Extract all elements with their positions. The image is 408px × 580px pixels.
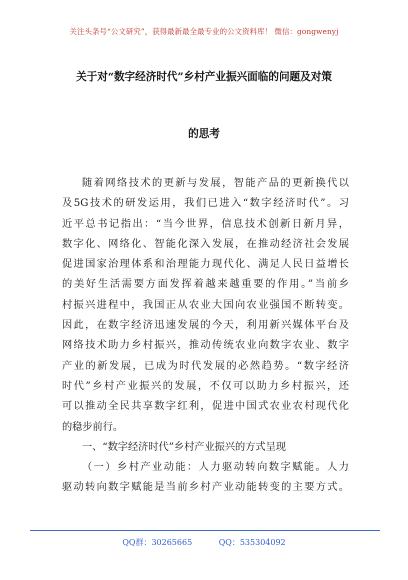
section-heading-1: 一、“数字经济时代”乡村产业振兴的方式呈现 (82, 441, 286, 453)
paragraph-1-line: 村振兴进程中，我国正从农业大国向农业强国不断转变。 (62, 299, 349, 311)
paragraph-2-line: 驱动转向数字赋能是当前乡村产业动能转变的主要方式。 (62, 482, 349, 494)
header-banner: 关注头条号“公文研究”，获得最新最全最专业的公文资料库！ 微信：gongwenyj (69, 27, 339, 36)
document-body (62, 174, 349, 499)
footer-divider (30, 530, 380, 531)
paragraph-2-line: （一）乡村产业动能：人力驱动转向数字赋能。人力 (82, 462, 349, 474)
footer-qq: QQ：535304092 (218, 538, 286, 547)
paragraph-1-line: 可以推动全民共享数字红利，促进中国式农业农村现代化 (62, 401, 349, 413)
paragraph-1-line: 产业的新发展，已成为时代发展的必然趋势。“数字经济 (62, 360, 349, 372)
paragraph-1-line: 促进国家治理体系和治理能力现代化、满足人民日益增长 (62, 259, 349, 271)
paragraph-1-line: 因此，在数字经济迅速发展的今天，利用新兴媒体平台及 (62, 320, 349, 332)
paragraph-1-line: 随着网络技术的更新与发展，智能产品的更新换代以 (82, 178, 349, 189)
document-title-line-2: 的思考 (188, 128, 220, 140)
paragraph-1-line: 时代”乡村产业振兴的发展，不仅可以助力乡村振兴，还 (62, 380, 349, 392)
paragraph-1-line: 近平总书记指出：“当今世界，信息技术创新日新月异， (62, 218, 349, 230)
footer-qq-group: QQ群：30265665 (122, 538, 193, 547)
paragraph-1-line: 的稳步前行。 (62, 421, 124, 433)
paragraph-1-line: 的美好生活需要方面发挥着越来越重要的作用。”当前乡 (62, 279, 349, 291)
document-title-line-1: 关于对“数字经济时代”乡村产业振兴面临的问题及对策 (76, 71, 332, 83)
paragraph-1-line: 数字化、网络化、智能化深入发展，在推动经济社会发展 (62, 238, 349, 250)
paragraph-1-line: 及5G技术的研发运用，我们已进入“数字经济时代”。习 (62, 198, 349, 210)
paragraph-1-line: 网络技术助力乡村振兴，推动传统农业向数字农业、数字 (62, 340, 349, 352)
footer (0, 537, 408, 548)
